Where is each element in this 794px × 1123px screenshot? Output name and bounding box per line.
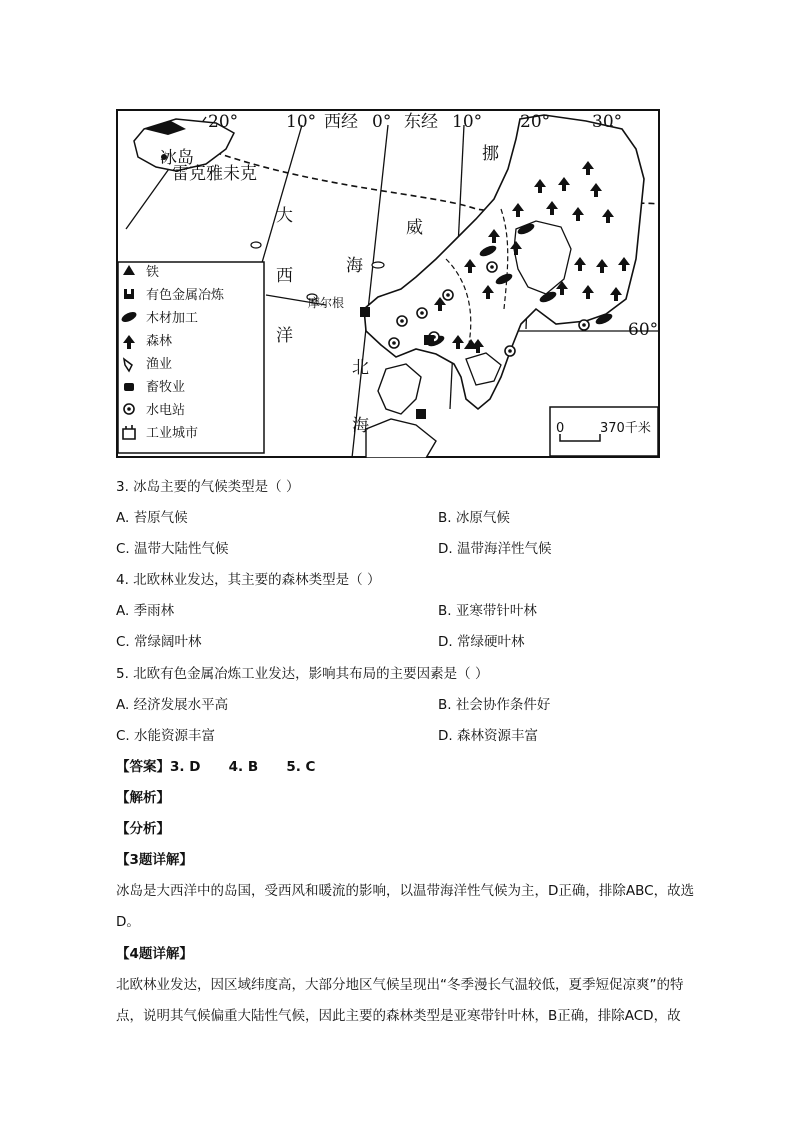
label-reykjavik: 雷克雅未克: [172, 164, 257, 184]
lon-20w: 20°: [208, 112, 239, 132]
lon-20e: 20°: [520, 112, 551, 132]
question-4-stem: 4. 北欧林业发达，其主要的森林类型是（ ）: [116, 572, 381, 588]
answer-text: 3. D 4. B 5. C: [170, 759, 316, 775]
question-5-stem: 5. 北欧有色金属冶炼工业发达，影响其布局的主要因素是（ ）: [116, 666, 489, 682]
legend-label-industrial-city: 工业城市: [146, 426, 199, 441]
label-norwegian-sea: 海: [346, 256, 363, 276]
lon-30e: 30°: [592, 112, 623, 132]
lon-10w: 10°: [286, 112, 317, 132]
label-iceland: 冰岛: [160, 148, 194, 168]
livestock-icon: [124, 383, 134, 391]
label-north-sea-1: 北: [352, 358, 369, 378]
label-atlantic-3: 洋: [276, 326, 293, 346]
q3-detail-heading: 【3题详解】: [116, 852, 193, 868]
scale-distance: 370千米: [600, 421, 651, 436]
question-5-option-b: B. 社会协作条件好: [438, 697, 551, 713]
question-3-option-d: D. 温带海洋性气候: [438, 541, 552, 557]
legend-label-fishery: 渔业: [146, 357, 173, 372]
northern-europe-map: [116, 109, 660, 458]
label-bergen: 摩尔根: [308, 296, 345, 310]
question-3-stem: 3. 冰岛主要的气候类型是（ ）: [116, 479, 300, 495]
answer-line: [116, 757, 315, 777]
lon-0: 0°: [372, 112, 392, 132]
question-4-option-b: B. 亚寒带针叶林: [438, 603, 537, 619]
lat-60: 60°: [628, 320, 659, 340]
fenxi-heading: 【分析】: [116, 821, 170, 837]
q4-detail-heading: 【4题详解】: [116, 946, 193, 962]
legend-label-livestock: 畜牧业: [146, 380, 186, 395]
legend-label-iron: 铁: [146, 265, 160, 280]
question-4-option-c: C. 常绿阔叶林: [116, 634, 202, 650]
answer-label: 【答案】: [116, 759, 170, 775]
legend-label-hydropower: 水电站: [146, 403, 186, 418]
analysis-heading: 【解析】: [116, 790, 170, 806]
question-3-option-b: B. 冰原气候: [438, 510, 510, 526]
legend-label-forest: 森林: [146, 334, 173, 349]
label-norway-1: 挪: [482, 144, 499, 164]
question-5-option-d: D. 森林资源丰富: [438, 728, 538, 744]
question-5-option-a: A. 经济发展水平高: [116, 697, 229, 713]
lon-east: 东经: [404, 112, 438, 132]
question-3-option-c: C. 温带大陆性气候: [116, 541, 229, 557]
lon-10e: 10°: [452, 112, 483, 132]
question-3-option-a: A. 苔原气候: [116, 510, 188, 526]
legend-label-timber: 木材加工: [146, 311, 199, 326]
label-norway-2: 威: [406, 218, 423, 238]
label-atlantic-1: 大: [276, 206, 293, 226]
q3-detail-text: 冰岛是大西洋中的岛国，受西风和暖流的影响，以温带海洋性气候为主，D正确，排除ABC，故选D。: [116, 883, 695, 930]
q4-detail-text: 北欧林业发达，因区域纬度高，大部分地区气候呈现出“冬季漫长气温较低，夏季短促凉爽”的特点，说明其气候偏重大陆性气候，因此主要的森林类型是亚寒带针叶林，B正确，排除ACD，故: [116, 977, 684, 1024]
legend-label-smelting: 有色金属冶炼: [146, 288, 225, 303]
question-5-option-c: C. 水能资源丰富: [116, 728, 216, 744]
label-atlantic-2: 西: [276, 266, 293, 286]
lon-west: 西经: [324, 112, 358, 132]
label-north-sea-2: 海: [352, 416, 369, 436]
question-4-option-d: D. 常绿硬叶林: [438, 634, 525, 650]
question-4-option-a: A. 季雨林: [116, 603, 175, 619]
scale-zero: 0: [556, 421, 565, 436]
hydropower-icon: [124, 404, 134, 414]
